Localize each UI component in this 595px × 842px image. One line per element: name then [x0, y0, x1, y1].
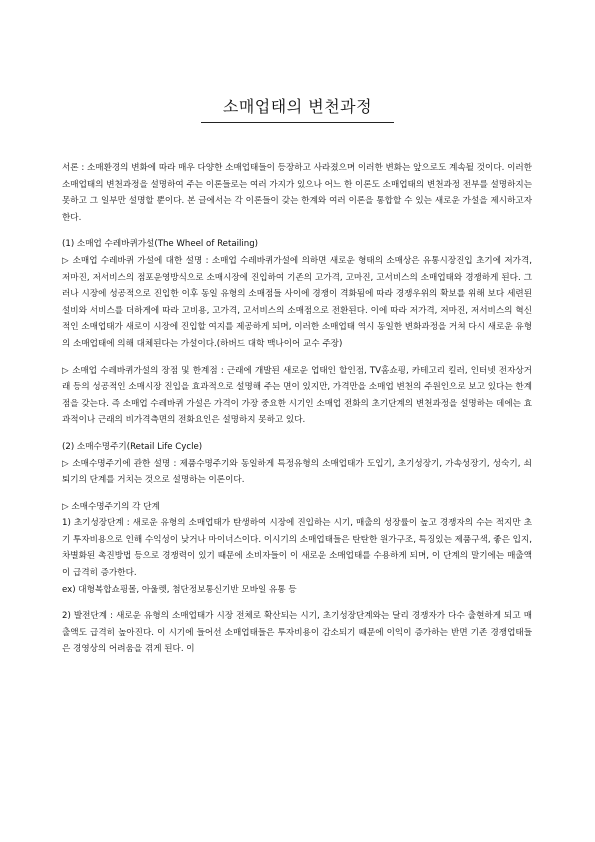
- stage-1-paragraph: 1) 초기성장단계 : 새로운 유형의 소매업태가 탄생하여 시장에 진입하는 시기, 매출의 성장률이 높고 경쟁자의 수는 적지만 초기 투자비용으로 인해 수익성이 낮거나 마이너스이다. 이시기의 소매업태들은 탄탄한 원가구조, 특징있는 제품구색, 좋은 입지, 차별화된 촉진방법 등으로 경쟁력이 있기 때문에 소비자들이 이 새로운 소매업태를 수용하게 되며, 이 단계의 말기에는 매출액이 급격히 증가한다.: [62, 518, 532, 579]
- section-1-heading: (1) 소매업 수레바퀴가설(The Wheel of Retailing): [62, 239, 258, 250]
- section-1-limitations: ▷ 소매업 수레바퀴가설의 장점 및 한계점 : 근래에 개발된 새로운 업태인 할인점, TV홈쇼핑, 카테고리 킬러, 인터넷 전자상거래 등의 성공적인 소매시장 진입을 효과적으로 설명해 주는 면이 있지만, 가격만을 소매업 변천의 주원인으로 보고 있다는 한계점을 갖는다. 즉 소매업 수레바퀴 가설은 가격이 가장 중요한 시기인 소매업 전화의 초기단계의 변천과정을 설명하는 데에는 효과적이나 근래의 비가격측면의 전화요인은 설명하지 못하고 있다.: [62, 365, 532, 426]
- intro-paragraph: 서론 : 소매환경의 변화에 따라 매우 다양한 소매업태들이 등장하고 사라졌으며 이러한 변화는 앞으로도 계속될 것이다. 이러한 소매업태의 변천과정을 설명하여 주는 이론들로는 여러 가지가 있으나 어느 한 이론도 소매업태의 변천과정 전부를 설명하지는 못하고 그 일부만 설명할 뿐이다. 본 글에서는 각 이론들이 갖는 한계와 여러 이론을 통합할 수 있는 새로운 가설을 제시하고자 한다.: [62, 163, 532, 223]
- section-1-description: ▷ 소매업 수레바퀴 가설에 대한 설명 : 소매업 수레바퀴가설에 의하면 새로운 형태의 소매상은 유통시장진입 초기에 저가격, 저마진, 저서비스의 점포운영방식으로 소매시장에 진입하여 기존의 고가격, 고마진, 고서비스의 소매업태와 경쟁하게 된다. 그러나 시장에 성공적으로 진입한 이후 동일 유형의 소매점들 사이에 경쟁이 격화됨에 따라 경쟁우위의 확보를 위해 보다 세련된 설비와 서비스를 더하게에 따라 고비용, 고가격, 고서비스의 소매점으로 전환된다. 이에 따라 저가격, 저마진, 저서비스의 혁신적인 소매업태가 새로이 시장에 진입할 여지를 제공하게 되며, 이러한 소매업태 역시 동일한 변화과정을 거쳐 다시 새로운 유형의 소매업태에 의해 대체된다는 가설이다.(하버드 대학 맥나이어 교수 주장): [62, 255, 532, 349]
- document-body: [62, 160, 532, 658]
- section-spacer: [62, 226, 532, 236]
- section-spacer: [62, 353, 532, 363]
- section-2-description: ▷ 소매수명주기에 관한 설명 : 제품수명주기와 동일하게 특정유형의 소매업태가 도입기, 초기성장기, 가속성장기, 성숙기, 쇠퇴기의 단계를 거치는 것으로 설명하는 이론이다.: [62, 458, 532, 486]
- section-spacer: [62, 429, 532, 439]
- section-spacer: [62, 598, 532, 608]
- stage-1-example: ex) 대형복합쇼핑몰, 아울렛, 첨단정보통신기반 모바일 유통 등: [62, 584, 297, 595]
- title-block: [0, 96, 595, 123]
- page-title: 소매업태의 변천과정: [201, 96, 394, 123]
- section-spacer: [62, 489, 532, 499]
- section-2-stages-heading: ▷ 소매수명주기의 각 단계: [62, 501, 160, 512]
- section-2-heading: (2) 소매수명주기(Retail Life Cycle): [62, 441, 203, 452]
- stage-2-paragraph: 2) 발전단계 : 새로운 유형의 소매업태가 시장 전체로 확산되는 시기, 초기성장단계와는 달리 경쟁자가 다수 출현하게 되고 매출액도 급격히 높아진다. 이 시기에 들어선 소매업태들은 투자비용이 감소되기 때문에 이익이 증가하는 반면 기존 경쟁업태들은 경영상의 어려움을 겪게 된다. 이: [62, 611, 532, 655]
